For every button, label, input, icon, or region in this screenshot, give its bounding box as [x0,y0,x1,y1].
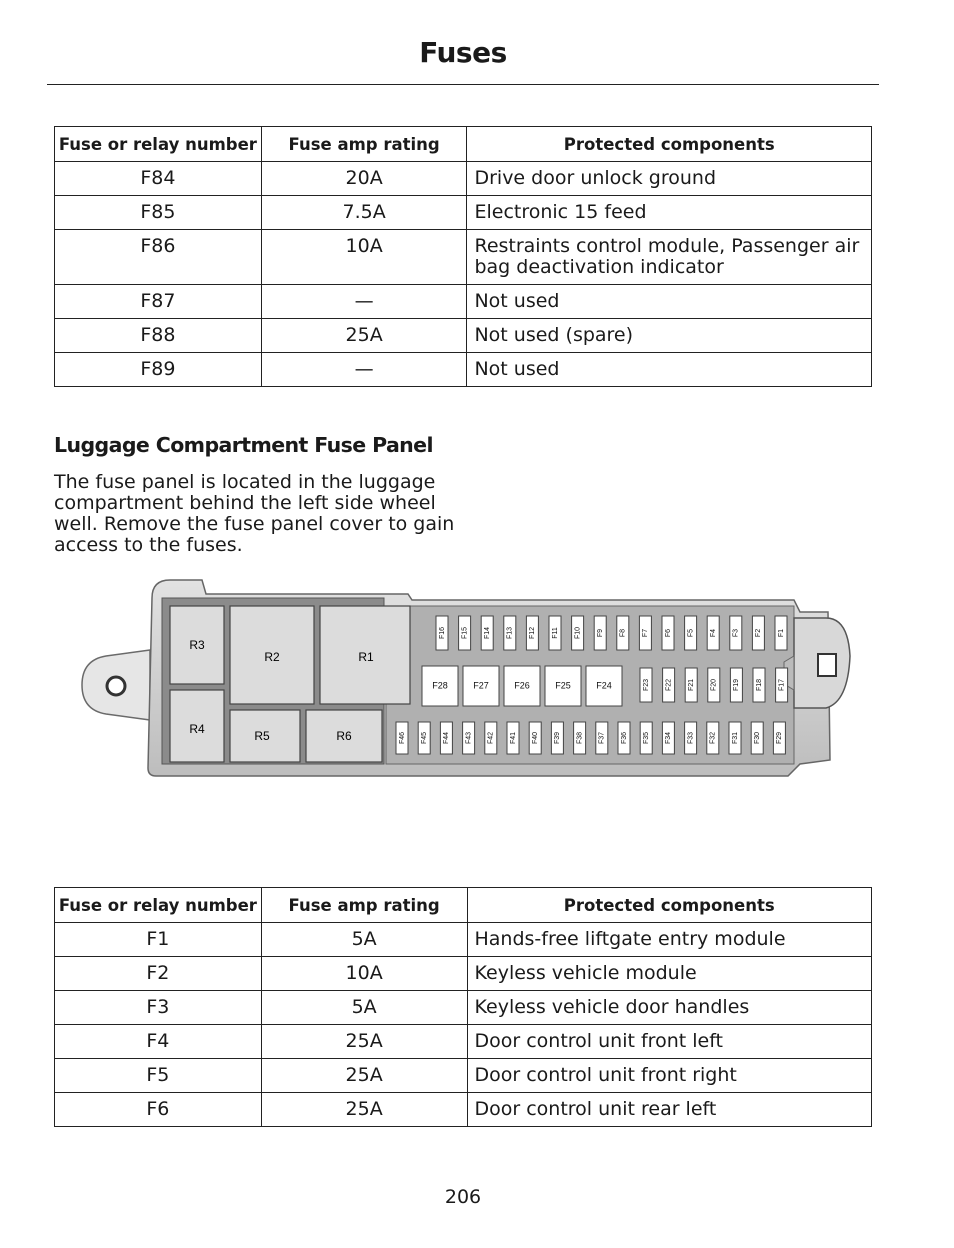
column-header: Fuse amp rating [261,888,467,923]
fuse-number-cell: F6 [55,1093,262,1127]
fuse-label: F39 [554,731,562,745]
fuse-slot [663,668,675,702]
fuse-slot [752,616,764,650]
amp-rating-cell: 7.5A [261,196,467,230]
fuse-slot [639,616,651,650]
fuse-label: F5 [687,628,695,638]
fuse-label: F12 [529,626,537,640]
fuse-slot [707,722,719,754]
table-row [55,1093,872,1127]
component-cell: Not used (spare) [467,319,872,353]
fuse-label: F26 [514,680,530,691]
fuse-slot [572,616,584,650]
relay-label: R2 [264,650,280,664]
relay-label: R6 [336,729,352,743]
fuse-label: F43 [465,731,473,745]
fuse-label: F3 [732,628,740,638]
component-cell: Drive door unlock ground [467,162,872,196]
amp-rating-cell: 5A [261,923,467,957]
fuse-label: F38 [576,731,584,745]
fuse-label: F7 [642,628,650,638]
relay-label: R4 [189,722,205,736]
relay-label: R3 [189,638,205,652]
fuse-slot [463,666,499,706]
fuse-slot [729,722,741,754]
fuse-slot [775,616,787,650]
fuse-slot [773,722,785,754]
fuse-slot [685,722,697,754]
fuse-slot [422,666,458,706]
fuse-number-cell: F1 [55,923,262,957]
fuse-slot [545,666,581,706]
table-row [55,162,872,196]
amp-rating-cell: 25A [261,319,467,353]
table-row [55,230,872,285]
table-row [55,285,872,319]
fuse-number-cell: F88 [55,319,262,353]
fuse-slot [640,668,652,702]
relay-label: R5 [254,729,270,743]
column-header: Fuse or relay number [55,127,262,162]
fuse-slot [618,722,630,754]
fuse-label: F9 [597,628,605,638]
fuse-label: F15 [461,626,469,640]
fuse-panel-diagram [78,572,858,786]
table-row [55,353,872,387]
fuse-number-cell: F86 [55,230,262,285]
fuse-slot [549,616,561,650]
fuse-label: F6 [664,628,672,638]
column-header: Protected components [467,888,872,923]
fuse-label: F42 [487,731,495,745]
fuse-slot [685,668,697,702]
fuse-label: F8 [619,628,627,638]
amp-rating-cell: 25A [261,1025,467,1059]
fuse-label: F32 [709,731,717,745]
fuse-label: F13 [506,626,514,640]
fuse-slot [481,616,493,650]
fuse-slot [507,722,519,754]
fuse-slot [526,616,538,650]
fuse-label: F34 [665,731,673,745]
component-cell: Keyless vehicle door handles [467,991,872,1025]
table-row [55,1059,872,1093]
table-row [55,196,872,230]
fuse-label: F24 [596,680,612,691]
amp-rating-cell: 20A [261,162,467,196]
fuse-slot [440,722,452,754]
fuse-slot [504,616,516,650]
fuse-label: F37 [598,731,606,745]
fuse-number-cell: F84 [55,162,262,196]
mounting-hole [107,677,125,695]
fuse-label: F25 [555,680,571,691]
fuse-label: F17 [778,678,786,692]
fuse-slot [574,722,586,754]
table-row [55,991,872,1025]
component-cell: Hands-free liftgate entry module [467,923,872,957]
fuse-label: F28 [432,680,448,691]
fuse-slot [662,722,674,754]
page-number: 206 [444,1186,482,1208]
amp-rating-cell: 25A [261,1093,467,1127]
fuse-table-top [54,126,872,387]
table-row [55,1025,872,1059]
fuse-label: F11 [551,627,559,639]
fuse-label: F18 [755,678,763,692]
fuse-slot [753,668,765,702]
fuse-label: F29 [776,731,784,745]
column-header: Protected components [467,127,872,162]
fuse-slot [708,668,720,702]
fuse-label: F14 [484,626,492,640]
fuse-label: F2 [755,628,763,638]
fuse-label: F20 [710,678,718,692]
amp-rating-cell: — [261,353,467,387]
amp-rating-cell: 10A [261,230,467,285]
amp-rating-cell: 25A [261,1059,467,1093]
fuse-slot [730,616,742,650]
fuse-label: F16 [438,626,446,640]
component-cell: Not used [467,353,872,387]
fuse-number-cell: F2 [55,957,262,991]
column-header: Fuse or relay number [55,888,262,923]
table-row [55,923,872,957]
fuse-slot [751,722,763,754]
fuse-table-luggage [54,887,872,1127]
fuse-slot [662,616,674,650]
fuse-slot [504,666,540,706]
fuse-label: F22 [665,678,673,692]
component-cell: Restraints control module, Passenger air bag deactivation indicator [467,230,872,285]
relay-label: R1 [358,650,374,664]
component-cell: Not used [467,285,872,319]
column-header: Fuse amp rating [261,127,467,162]
section-heading: Luggage Compartment Fuse Panel [54,433,433,457]
fuse-slot [617,616,629,650]
amp-rating-cell: — [261,285,467,319]
fuse-label: F44 [443,731,451,745]
fuse-number-cell: F4 [55,1025,262,1059]
fuse-label: F35 [643,731,651,745]
fuse-slot [685,616,697,650]
fuse-label: F19 [733,678,741,692]
fuse-slot [596,722,608,754]
fuse-label: F31 [731,731,739,745]
table-row [55,319,872,353]
component-cell: Door control unit front left [467,1025,872,1059]
fuse-label: F36 [620,731,628,745]
fuse-label: F40 [532,731,540,745]
amp-rating-cell: 10A [261,957,467,991]
table-header-row [55,127,872,162]
fuse-label: F33 [687,731,695,745]
fuse-slot [640,722,652,754]
fuse-label: F1 [777,628,785,638]
section-paragraph: The fuse panel is located in the luggage compartment behind the left side wheel well. Remove the fuse panel cover to gain access to the fuses. [54,471,455,556]
fuse-label: F23 [642,678,650,692]
fuse-label: F4 [710,628,718,638]
fuse-slot [463,722,475,754]
fuse-slot [594,616,606,650]
fuse-label: F30 [754,731,762,745]
fuse-slot [551,722,563,754]
fuse-number-cell: F87 [55,285,262,319]
fuse-number-cell: F5 [55,1059,262,1093]
fuse-slot [707,616,719,650]
fuse-number-cell: F89 [55,353,262,387]
fuse-slot [418,722,430,754]
fuse-slot [586,666,622,706]
fuse-label: F41 [509,731,517,745]
fuse-label: F46 [398,731,406,745]
table-row [55,957,872,991]
fuse-slot [485,722,497,754]
mid-fuse-row [422,666,622,706]
component-cell: Electronic 15 feed [467,196,872,230]
fuse-label: F27 [473,680,489,691]
fuse-slot [396,722,408,754]
fuse-slot [529,722,541,754]
fuse-label: F45 [421,731,429,745]
mid-small-fuse-row [640,668,788,702]
component-cell: Door control unit front right [467,1059,872,1093]
component-cell: Door control unit rear left [467,1093,872,1127]
connector-slot [818,654,836,676]
amp-rating-cell: 5A [261,991,467,1025]
page-title: Fuses [419,36,507,69]
fuse-number-cell: F85 [55,196,262,230]
fuse-slot [776,668,788,702]
fuse-slot [730,668,742,702]
fuse-slot [459,616,471,650]
fuse-slot [436,616,448,650]
fuse-label: F10 [574,626,582,640]
title-divider [47,84,879,85]
fuse-number-cell: F3 [55,991,262,1025]
table-header-row [55,888,872,923]
component-cell: Keyless vehicle module [467,957,872,991]
fuse-label: F21 [688,678,696,692]
